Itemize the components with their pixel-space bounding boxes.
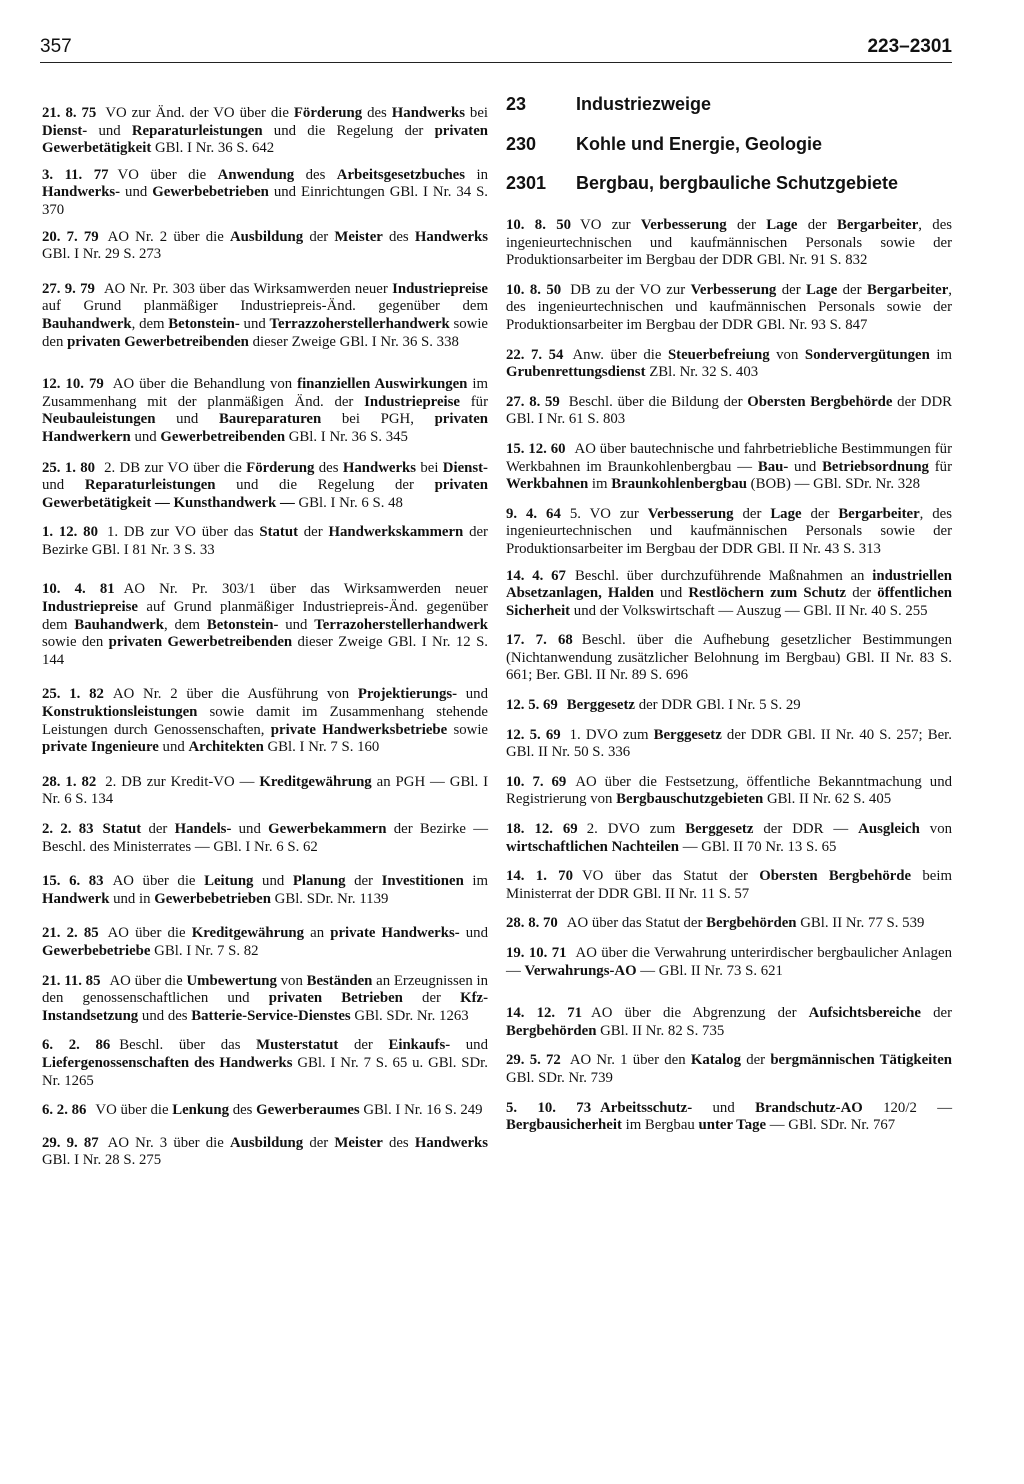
- entry-text: Beschl. über das Musterstatut der Einkaufs- und Liefergenossenschaften des Handwerks GBl. I Nr. 7 S. 65 u. GBl. SDr. Nr. 1265: [42, 1037, 488, 1089]
- entry-date: 10. 8. 50: [506, 281, 562, 298]
- index-entry: [506, 945, 952, 980]
- entry-date: 21. 11. 85: [42, 972, 101, 989]
- entry-text: AO über die Verwahrung unterirdischer bergbaulicher Anlagen — Verwahrungs-AO — GBl. II Nr. 73 S. 621: [506, 945, 953, 979]
- entry-date: 14. 4. 67: [506, 567, 566, 584]
- entry-text: AO über die Leitung und Planung der Investitionen im Handwerk und in Gewerbebetrieben GBl. SDr. Nr. 1139: [42, 873, 489, 907]
- section-title: Industriezweige: [576, 94, 712, 114]
- index-entry: [506, 217, 952, 270]
- entry-text: 1. DB zur VO über das Statut der Handwerkskammern der Bezirke GBl. I 81 Nr. 3 S. 33: [42, 524, 488, 558]
- index-entry: [42, 167, 488, 220]
- entry-text: AO über die Abgrenzung der Aufsichtsbereiche der Bergbehörden GBl. II Nr. 82 S. 735: [506, 1005, 953, 1039]
- index-entry: [506, 506, 952, 559]
- entry-date: 14. 12. 71: [506, 1005, 583, 1022]
- right-column: [506, 205, 952, 1135]
- entry-date: 27. 9. 79: [42, 280, 95, 297]
- index-entry: [42, 686, 488, 756]
- entry-date: 15. 6. 83: [42, 873, 104, 890]
- entry-text: AO über das Statut der Bergbehörden GBl. II Nr. 77 S. 539: [566, 915, 925, 932]
- entry-date: 21. 8. 75: [42, 105, 97, 121]
- entry-date: 9. 4. 64: [506, 505, 561, 522]
- index-entry: [42, 524, 488, 559]
- index-entry: [506, 1052, 952, 1087]
- entry-text: Beschl. über die Aufhebung gesetzlicher Bestimmungen (Nichtanwendung zusätzlicher Belohnung im Bergbau) GBl. II Nr. 83 S. 661; Ber. GBl. II Nr. 89 S. 696: [506, 632, 952, 684]
- index-entry: [42, 105, 488, 158]
- entry-date: 29. 9. 87: [42, 1134, 99, 1151]
- entry-date: 6. 2. 86: [42, 1037, 111, 1054]
- entry-date: 10. 8. 50: [506, 217, 572, 233]
- index-entry: [506, 868, 952, 903]
- section-heading: [506, 134, 822, 155]
- entry-text: 2. DB zur VO über die Förderung des Handwerks bei Dienst- und Reparaturleistungen und die Regelung der privaten Gewerbetätigkeit — Kunsthandwerk — GBl. I Nr. 6 S. 48: [42, 459, 488, 511]
- entry-date: 29. 5. 72: [506, 1052, 561, 1069]
- left-column: [42, 93, 488, 1170]
- entry-text: AO Nr. 3 über die Ausbildung der Meister des Handwerks GBl. I Nr. 28 S. 275: [42, 1134, 489, 1169]
- section-heading: [506, 173, 898, 194]
- entry-text: AO Nr. Pr. 303/1 über das Wirksamwerden neuer Industriepreise auf Grund planmäßiger Industriepreis-Änd. gegenüber dem Bauhandwerk, dem Betonstein- und Terrazoherstellerhandwerk sowie den privaten Gewerbetreibenden dieser Zweige GBl. I Nr. 12 S. 144: [42, 581, 488, 668]
- index-entry: [506, 1100, 952, 1135]
- index-entry: [42, 581, 488, 669]
- entry-text: 1. DVO zum Berggesetz der DDR GBl. II Nr. 40 S. 257; Ber. GBl. II Nr. 50 S. 336: [506, 726, 952, 761]
- entry-date: 18. 12. 69: [506, 821, 578, 838]
- entry-text: AO Nr. 1 über den Katalog der bergmännischen Tätigkeiten GBl. SDr. Nr. 739: [506, 1052, 953, 1086]
- entry-text: 5. VO zur Verbesserung der Lage der Bergarbeiter, des ingenieurtechnischen und kaufmännischen Personals sowie der Produktionsarbeiter im Bergbau der DDR GBl. II Nr. 43 S. 313: [506, 505, 953, 557]
- entry-date: 25. 1. 82: [42, 686, 104, 703]
- section-number: 23: [506, 94, 527, 114]
- entry-text: Berggesetz der DDR GBl. I Nr. 5 S. 29: [566, 697, 801, 714]
- section-number: 230: [506, 134, 537, 154]
- index-entry: [506, 347, 952, 382]
- index-entry: [506, 441, 952, 494]
- index-entry: [42, 281, 488, 351]
- entry-text: AO Nr. 2 über die Ausführung von Projektierungs- und Konstruktionsleistungen sowie damit im Zusammenhang stehende Leistungen durch Genossenschaften, private Handwerksbetriebe sowie private Ingenieure und Architekten GBl. I Nr. 7 S. 160: [42, 686, 488, 756]
- header-rule: [40, 62, 952, 63]
- entry-text: AO Nr. 2 über die Ausbildung der Meister des Handwerks GBl. I Nr. 29 S. 273: [42, 228, 489, 263]
- index-entry: [506, 727, 952, 762]
- entry-text: 2. DB zur Kredit-VO — Kreditgewährung an PGH — GBl. I Nr. 6 S. 134: [42, 773, 488, 808]
- section-title: Kohle und Energie, Geologie: [576, 134, 823, 154]
- index-entry: [42, 973, 488, 1026]
- entry-date: 25. 1. 80: [42, 459, 96, 476]
- entry-date: 10. 4. 81: [42, 581, 115, 598]
- entry-date: 17. 7. 68: [506, 632, 573, 649]
- entry-date: 22. 7. 54: [506, 346, 564, 363]
- entry-date: 19. 10. 71: [506, 945, 567, 961]
- index-entry: [42, 925, 488, 960]
- entry-text: AO über die Festsetzung, öffentliche Bekanntmachung und Registrierung von Bergbauschutzgebieten GBl. II Nr. 62 S. 405: [506, 773, 952, 808]
- entry-text: AO über die Kreditgewährung an private Handwerks- und Gewerbebetriebe GBl. I Nr. 7 S. 82: [42, 925, 488, 959]
- entry-text: DB zu der VO zur Verbesserung der Lage der Bergarbeiter, des ingenieurtechnischen und kaufmännischen Personals sowie der Produktionsarbeiter im Bergbau der DDR GBl. Nr. 93 S. 847: [506, 281, 952, 333]
- entry-date: 12. 10. 79: [42, 376, 104, 393]
- entry-date: 1. 12. 80: [42, 524, 98, 541]
- entry-date: 28. 1. 82: [42, 773, 97, 790]
- entry-text: AO über die Behandlung von finanziellen Auswirkungen im Zusammenhang mit der planmäßigen Änd. der Industriepreise für Neubauleistungen und Baureparaturen bei PGH, privaten Handwerkern und Gewerbetreibenden GBl. I Nr. 36 S. 345: [42, 376, 488, 445]
- entry-text: Arbeitsschutz- und Brandschutz-AO 120/2 — Bergbausicherheit im Bergbau unter Tage — GBl. SDr. Nr. 767: [506, 1099, 952, 1134]
- entry-text: VO zur Änd. der VO über die Förderung des Handwerks bei Dienst- und Reparaturleistungen und die Regelung der privaten Gewerbetätigkeit GBl. I Nr. 36 S. 642: [42, 105, 489, 157]
- entry-date: 2. 2. 83: [42, 821, 94, 837]
- entry-date: 12. 5. 69: [506, 726, 561, 743]
- section-number: 2301: [506, 173, 547, 193]
- index-entry: [506, 632, 952, 685]
- entry-text: VO über die Lenkung des Gewerberaumes GBl. I Nr. 16 S. 249: [95, 1102, 483, 1119]
- index-entry: [42, 229, 488, 264]
- entry-text: 2. DVO zum Berggesetz der DDR — Ausgleich von wirtschaftlichen Nachteilen — GBl. II 70 Nr. 13 S. 65: [506, 821, 952, 855]
- entry-text: Beschl. über die Bildung der Obersten Bergbehörde der DDR GBl. I Nr. 61 S. 803: [506, 393, 952, 428]
- entry-date: 5. 10. 73: [506, 1099, 592, 1116]
- index-entry: [42, 1135, 488, 1170]
- index-entry: [42, 460, 488, 513]
- entry-date: 15. 12. 60: [506, 440, 566, 457]
- index-entry: [506, 282, 952, 335]
- index-entry: [42, 376, 488, 446]
- entry-text: AO über die Umbewertung von Beständen an Erzeugnissen in den genossenschaftlichen und privaten Betrieben der Kfz-Instandsetzung und des Batterie-Service-Dienstes GBl. SDr. Nr. 1263: [42, 972, 489, 1024]
- entry-text: Anw. über die Steuerbefreiung von Sondervergütungen im Grubenrettungsdienst ZBl. Nr. 32 S. 403: [506, 346, 952, 381]
- index-entry: [506, 394, 952, 429]
- entry-text: AO Nr. Pr. 303 über das Wirksamwerden neuer Industriepreise auf Grund planmäßiger Industriepreis-Änd. gegenüber dem Bauhandwerk, dem Betonstein- und Terrazzoherstellerhandwerk sowie den privaten Gewerbetreibenden dieser Zweige GBl. I Nr. 36 S. 338: [42, 280, 489, 350]
- index-entry: [506, 568, 952, 621]
- index-entry: [42, 774, 488, 809]
- section-heading: [506, 94, 711, 115]
- entry-text: VO zur Verbesserung der Lage der Bergarbeiter, des ingenieurtechnischen und kaufmännischen Personals sowie der Produktionsarbeiter im Bergbau der DDR GBl. Nr. 91 S. 832: [506, 217, 953, 269]
- index-entry: [42, 1102, 488, 1120]
- page-code: 223–2301: [867, 36, 952, 57]
- entry-date: 14. 1. 70: [506, 868, 573, 885]
- entry-date: 20. 7. 79: [42, 228, 99, 245]
- index-entry: [506, 774, 952, 809]
- entry-date: 21. 2. 85: [42, 925, 99, 942]
- index-entry: [42, 821, 488, 856]
- entry-text: VO über die Anwendung des Arbeitsgesetzbuches in Handwerks- und Gewerbebetrieben und Einrichtungen GBl. I Nr. 34 S. 370: [42, 166, 488, 218]
- section-title: Bergbau, bergbauliche Schutzgebiete: [576, 173, 899, 193]
- entry-text: Beschl. über durchzuführende Maßnahmen an industriellen Absetzanlagen, Halden und Restlöchern zum Schutz der öffentlichen Sicherheit und der Volkswirtschaft — Auszug — GBl. II Nr. 40 S. 255: [506, 567, 953, 619]
- entry-date: 6. 2. 86: [42, 1102, 87, 1119]
- index-entry: [42, 1037, 488, 1090]
- index-entry: [506, 915, 952, 933]
- entry-text: Statut der Handels- und Gewerbekammern der Bezirke — Beschl. des Ministerrates — GBl. I Nr. 6 S. 62: [42, 821, 488, 855]
- entry-date: 28. 8. 70: [506, 915, 558, 932]
- entry-text: AO über bautechnische und fahrbetriebliche Bestimmungen für Werkbahnen im Braunkohlenbergbau — Bau- und Betriebsordnung für Werkbahnen im Braunkohlenbergbau (BOB) — GBl. SDr. Nr. 328: [506, 440, 953, 493]
- page-number: 357: [40, 36, 72, 57]
- entry-date: 10. 7. 69: [506, 773, 567, 790]
- entry-date: 27. 8. 59: [506, 393, 560, 410]
- entry-date: 3. 11. 77: [42, 166, 109, 183]
- index-entry: [42, 873, 488, 908]
- entry-date: 12. 5. 69: [506, 697, 558, 714]
- index-entry: [506, 1005, 952, 1040]
- entry-text: VO über das Statut der Obersten Bergbehörde beim Ministerrat der DDR GBl. II Nr. 11 S. 57: [506, 868, 952, 902]
- index-entry: [506, 697, 952, 715]
- index-entry: [506, 821, 952, 856]
